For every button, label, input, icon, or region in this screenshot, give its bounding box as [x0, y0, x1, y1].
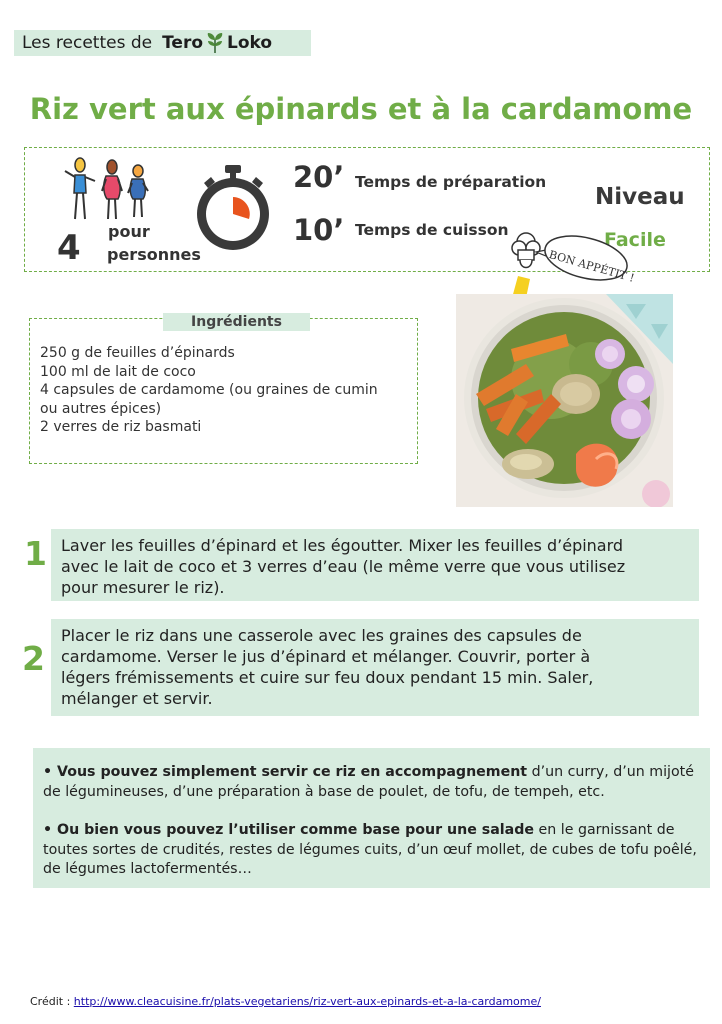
- prep-time: 20’: [293, 160, 345, 194]
- prep-label: Temps de préparation: [355, 173, 547, 191]
- tip-paragraph: [43, 763, 698, 802]
- step-text: [51, 529, 699, 601]
- step-line: Placer le riz dans une casserole avec les graines des capsules de: [61, 626, 582, 645]
- step-number: 2: [22, 639, 45, 678]
- ingredient-item: 4 capsules de cardamome (ou graines de cumin: [40, 382, 378, 398]
- leaf-icon: [205, 32, 225, 54]
- people-icon: [62, 155, 154, 225]
- servings-number: 4: [57, 228, 81, 268]
- level-value: Facile: [604, 229, 666, 251]
- step-line: cardamome. Verser le jus d’épinard et mélanger. Couvrir, porter à: [61, 647, 591, 666]
- recipe-title: Riz vert aux épinards et à la cardamome: [29, 92, 693, 126]
- tip-text: en le garnissant de toutes sortes de crudités, restes de légumes cuits, d’un œuf mollet, de cubes de tofu poêlé, de légumes lactofermentés…: [43, 822, 697, 877]
- credit-link[interactable]: http://www.cleacuisine.fr/plats-vegetariens/riz-vert-aux-epinards-et-a-la-cardamome/: [73, 995, 541, 1008]
- ingredient-item: ou autres épices): [40, 400, 162, 417]
- tip-paragraph: [43, 821, 698, 880]
- ingredient-item: 100 ml de lait de coco: [40, 363, 196, 380]
- step-line: avec le lait de coco et 3 verres d’eau (le même verre que vous utilisez: [61, 557, 626, 576]
- step-text: [51, 619, 699, 716]
- timer-icon: [191, 163, 276, 253]
- step-line: légers frémissements et cuire sur feu doux pendant 15 min. Saler,: [61, 668, 594, 687]
- step-line: mélanger et servir.: [61, 689, 213, 708]
- dish-photo: [456, 294, 673, 507]
- cook-label: Temps de cuisson: [355, 221, 509, 239]
- credit-line: [30, 995, 541, 1008]
- cook-time: 10’: [293, 213, 345, 247]
- tip-text: d’un curry, d’un mijoté de légumineuses, d’une préparation à base de poulet, de tofu, de tempeh, etc.: [43, 764, 694, 800]
- ingredients-list: [40, 344, 418, 437]
- tip-bold: • Vous pouvez simplement servir ce riz en accompagnement: [43, 764, 528, 780]
- ingredients-title: Ingrédients: [163, 313, 310, 331]
- tips-box: [33, 748, 710, 888]
- servings-word-personnes: personnes: [107, 245, 201, 264]
- brand-prefix: Les recettes de: [22, 33, 153, 53]
- step-line: pour mesurer le riz).: [61, 578, 225, 597]
- credit-label: Crédit :: [30, 995, 71, 1008]
- brand-logo-right: Loko: [227, 33, 273, 53]
- brand-logo-left: Tero: [162, 33, 204, 53]
- ingredient-item: 250 g de feuilles d’épinards: [40, 345, 235, 361]
- level-label: Niveau: [595, 184, 685, 210]
- tip-bold: • Ou bien vous pouvez l’utiliser comme base pour une salade: [43, 822, 535, 838]
- servings-word-pour: pour: [108, 222, 150, 241]
- step-number: 1: [24, 534, 47, 573]
- ingredient-item: 2 verres de riz basmati: [40, 419, 202, 435]
- step-line: Laver les feuilles d’épinard et les égoutter. Mixer les feuilles d’épinard: [61, 536, 624, 555]
- bubble-text: BON APPÉTIT !: [547, 248, 636, 285]
- brand-header: [14, 30, 311, 56]
